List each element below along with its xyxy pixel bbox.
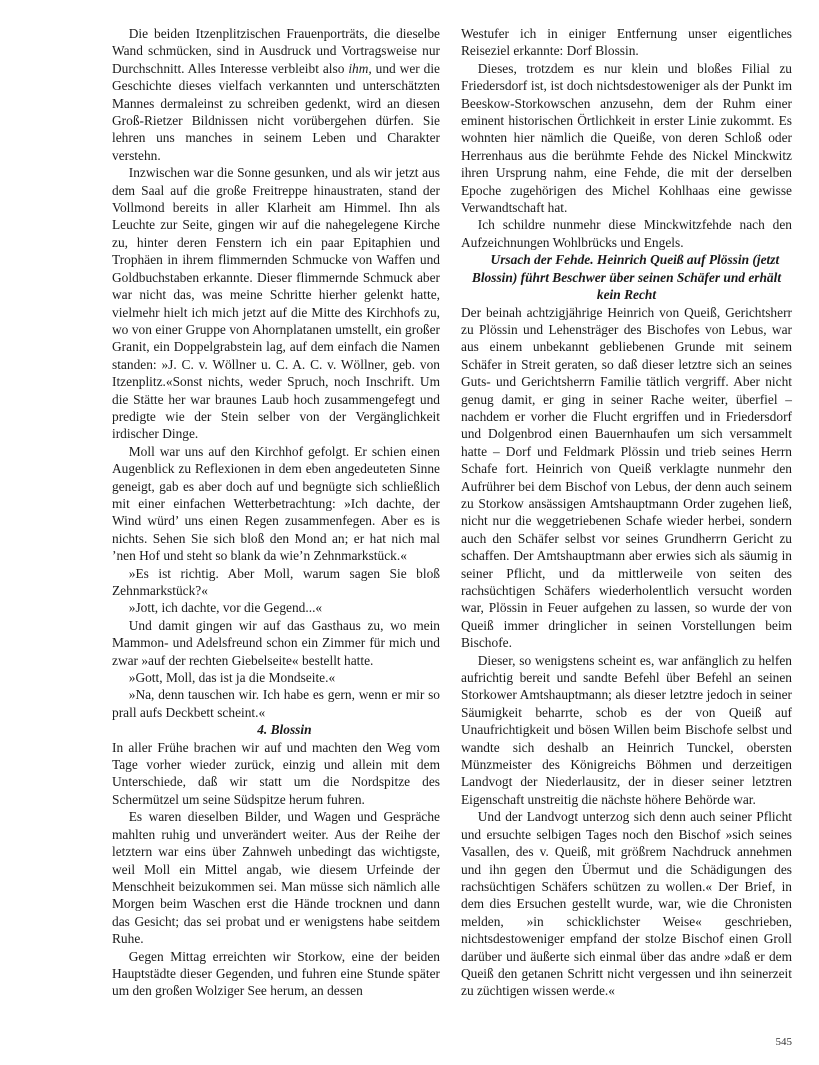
paragraph: Dieses, trotzdem es nur klein und bloßes Filial zu Friedersdorf ist, ist doch nichtsdestoweniger als der Punkt im Beeskow-Storkowschen anzusehn, dem der Ruhm einer eminent historischen Örtlichkeit in erster Linie zukommt. Es wohnten hier nämlich die Queiße, von deren Schloß oder Herrenhaus aus die berühmte Fehde des Nickel Minckwitz ihren Ursprung nahm, eine Fehde, die mit der derselben Epoche zugehörigen des Michel Kohlhaas eine gewisse Verwandtschaft hat. <box>461 60 792 216</box>
paragraph: Gegen Mittag erreichten wir Storkow, eine der beiden Hauptstädte dieser Gegenden, und fuhren eine Stunde später um den großen Wolziger See herum, an dessen <box>112 948 440 999</box>
paragraph: In aller Frühe brachen wir auf und machten den Weg vom Tage vorher wieder zurück, einzig und allein mit dem Unterschiede, daß wir statt um die Nordspitze des Schermützel um seine Südspitze herum fuhren. <box>112 739 440 807</box>
paragraph: Die beiden Itzenplitzischen Frauenporträts, die dieselbe Wand schmücken, sind in Ausdruck und Vortragsweise nur Durchschnitt. Alles Interesse verbleibt also ihm, und wer die Geschichte dieses vielfach verkannten und unterschätzten Mannes dermaleinst zu schreiben gedenkt, wird an diesen Groß-Rietzer Bildnissen nicht vorübergehen dürfen. Sie lehren uns manches in seinem Leben und Charakter verstehn. <box>112 26 440 163</box>
section-heading-fehde: Ursach der Fehde. Heinrich Queiß auf Plössin (jetzt Blossin) führt Beschwer über seinen Schäfer und erhält kein Recht <box>471 252 782 303</box>
paragraph: Es waren dieselben Bilder, und Wagen und Gespräche mahlten ruhig und unverändert weiter. Aus der Reihe der letztern war eins über Zahnweh unbedingt das wichtigste, weil Moll ein Mittel angab, wie diesem Urfeinde der Menschheit beizukommen sei. Man müsse sich nämlich alle Morgen beim Waschen erst die Hände trocknen und dann das Gesicht; das sei probat und er wenigstens habe seitdem Ruhe. <box>112 809 440 947</box>
paragraph: »Gott, Moll, das ist ja die Mondseite.« <box>128 670 336 686</box>
paragraph: Inzwischen war die Sonne gesunken, und als wir jetzt aus dem Saal auf die große Freitreppe hinaustraten, stand der Vollmond bereits in aller Klarheit am Himmel. Ihn als Leuchte zur Seite, gingen wir auf die nahegelegene Kirche zu, hinter deren Fenstern ich ein paar Epitaphien und Trophäen in ihrem flimmernden Schmucke von Waffen und Goldbuchstaben erkannte. Dieser flimmernde Schmuck aber war nicht das, was meine Schritte hierher gelenkt hatte, vielmehr hielt ich mich jetzt auf die Mitte des Kirchhofs zu, wo von einer Gruppe von Ahornplatanen umstellt, ein großer Granit, ein Doppelgrabstein lag, auf dem einfach die Namen standen: »J. C. v. Wöllner u. C. A. C. v. Wöllner, geb. von Itzenplitz.«Sonst nichts, weder Spruch, noch Inschrift. Um die Stätte her war braunes Laub hoch zusammengefegt und predigte wie der Stein selber von der Vergänglichkeit irdischer Dinge. <box>112 165 440 442</box>
paragraph: Westufer ich in einiger Entfernung unser eigentliches Reiseziel erkannte: Dorf Blossin. <box>461 26 792 59</box>
paragraph: »Na, denn tauschen wir. Ich habe es gern, wenn er mir so prall aufs Deckbett scheint.« <box>112 687 440 720</box>
right-column <box>461 25 792 1000</box>
left-column <box>112 25 440 1000</box>
section-heading-blossin: 4. Blossin <box>257 722 312 738</box>
page-number: 545 <box>775 1036 792 1048</box>
paragraph: Und der Landvogt unterzog sich denn auch seiner Pflicht und ersuchte selbigen Tages noch den Bischof »sich seines Vasallen, des v. Queiß, mit größrem Nachdruck annehmen und ihn gegen den Übermut und die Schädigungen des rachsüchtigen Schäfers schützen zu wollen.« Der Brief, in dem dies Ersuchen gestellt wurde, war, wie die Chronisten melden, »in schicklichster Weise« geschrieben, nichtsdestoweniger empfand der stolze Bischof einen Groll darüber und äußerte sich einmal über das andre »daß er dem Queiß den getanen Schritt nicht vergessen und ihn seinerzeit zu züchtigen wissen werde.« <box>461 809 792 999</box>
paragraph: »Es ist richtig. Aber Moll, warum sagen Sie bloß Zehnmarkstück?« <box>112 565 440 598</box>
paragraph: »Jott, ich dachte, vor die Gegend...« <box>128 600 323 616</box>
paragraph: Der beinah achtzigjährige Heinrich von Queiß, Gerichtsherr zu Plössin und Lehensträger des Bischofes von Lebus, war aus einem unbekannt gebliebenen Grunde mit seinem Schäfer in Streit geraten, so daß dieser letztre sich an seines Guts- und Gerichtsherrn Familie tätlich vergriff. Aber nicht genug damit, er ging in seiner Rache weiter, überfiel – nachdem er vorher die Flucht ergriffen und in Friedersdorf und Dolgenbrod einen Bauernhaufen um sich versammelt hatte – Dorf und Feldmark Plössin und trieb seines Herrn Schafe fort. Heinrich von Queiß verklagte nunmehr den Aufrührer bei dem Bischof von Lebus, der denn auch seinem zu Storkow ansässigen Amtshauptmann Order zugehen ließ, nicht nur die weggetriebenen Schafe wieder herbei, sondern auch den Schäfer selbst vor seines Grundherrn Gericht zu schaffen. Der Amtshauptmann aber erwies sich als säumig in seiner Pflicht, und da mittlerweile von seiten des rachsüchtigen Schäfers wiederholentlich versucht worden war, Plössin in Feuer aufgehen zu lassen, so wurde der von Queiß immer dringlicher in seinen Vorstellungen beim Bischofe. <box>461 304 792 651</box>
paragraph: Und damit gingen wir auf das Gasthaus zu, wo mein Mammon- und Adelsfreund schon ein Zimmer für mich und zwar »auf der rechten Giebelseite« bestellt hatte. <box>112 617 440 668</box>
paragraph: Dieser, so wenigstens scheint es, war anfänglich zu helfen aufrichtig bereit und sandte Befehl über Befehl an seinen Storkower Amtshauptmann; als dieser letztre jedoch in seiner Säumigkeit beharrte, schob es der von Queiß auf Unaufrichtigkeit und bösen Willen beim Bischofe selbst und wandte sich deshalb an Heinrich Tunckel, obersten Münzmeister des Königreichs Böhmen und derzeitigen Landvogt der Niederlausitz, der in dieser seiner letztren Eigenschaft unstreitig die nächste höhere Behörde war. <box>461 652 792 807</box>
paragraph: Ich schildre nunmehr diese Minckwitzfehde nach den Aufzeichnungen Wohlbrücks und Engels. <box>461 217 792 250</box>
paragraph: Moll war uns auf den Kirchhof gefolgt. Er schien einen Augenblick zu Reflexionen in dem eben angedeuteten Sinne geneigt, gab es aber doch auf und begnügte sich schließlich mit einer einfachen Wetterbetrachtung: »Ich dachte, der Wind würd’ uns einen Regen zusammenfegen. Aber es is nichts. Sehen Sie sich bloß den Mond an; er hat nich mal ’nen Hof und steht so blank da wie’n Zehnmarkstück.« <box>112 443 440 564</box>
